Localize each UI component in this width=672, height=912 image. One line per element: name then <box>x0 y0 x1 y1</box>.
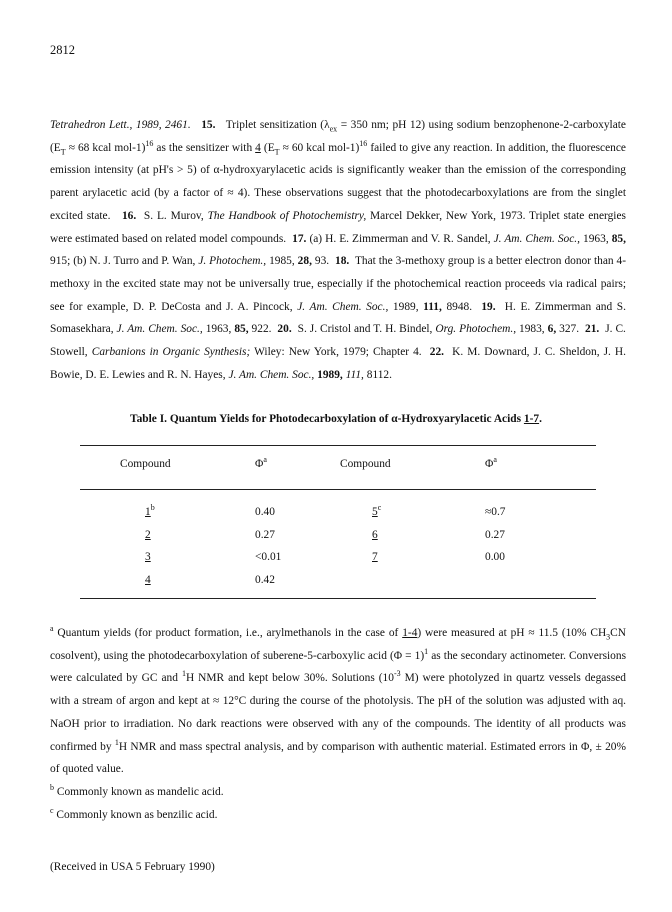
ref-number-17: 17. <box>292 232 307 245</box>
table-footnotes <box>50 622 626 826</box>
ref-number-16: 16. <box>121 209 137 222</box>
ref-number-20: 20. <box>277 323 292 336</box>
table-cell-compound: 3 <box>145 551 151 563</box>
ref-number-19: 19. <box>481 300 496 313</box>
table-cell-compound: 2 <box>145 529 151 541</box>
ref-number-21: 21. <box>585 323 600 336</box>
table-cell-value: 0.27 <box>485 529 505 541</box>
column-header-compound: Compound <box>120 458 171 470</box>
footnote-a: $^a$ Quantum yields (for product formation, i.e., arylmethanols in the case of 1-4) were measured at pH ≈ 11.5 (10% $CH_3CN$ cosolvent), using the photodecarboxylation of suberene-5-carboxylic acid (Φ = 1)$^1$ as the secondary actinometer. Conversions were calculated by GC and $^1$H NMR and kept below 30%. Solutions ($10^{-3}$ M) were photolyzed in quartz vessels degassed with a stream of argon and kept at ≈ 12°C during the course of the photolysis. The pH of the solution was adjusted with aq. NaOH prior to irradiation. No dark reactions were observed with any of the compounds. The identity of all products was confirmed by $^1$H NMR and mass spectral analysis, and by comparison with authentic material. Estimated errors in Φ, ± 20% of quoted value. <box>50 624 626 776</box>
references-paragraph: Tetrahedron Lett., 1989, 2461. 15. Triplet sensitization ($\lambda_{ex} = 350$ nm; pH 12) using sodium benzophenone-2-carboxylate ($E_T \approx 68$ kcal mol-1)$^{16}$ as the sensitizer with 4 ($E_T \approx 60$ kcal mol-1)$^{16}$ failed to give any reaction. In addition, the fluorescence emission intensity (at pH's > 5) of α-hydroxyarylacetic acids is significantly weaker than the emission of the corresponding parent arylacetic acid (by a factor of ≈ 4). These observations suggest that the photodecarboxylations are from the singlet excited state. 16. S. L. Murov, The Handbook of Photochemistry, Marcel Dekker, New York, 1973. Triplet state energies were estimated based on related model compounds. 17. (a) H. E. Zimmerman and V. R. Sandel, J. Am. Chem. Soc., 1963, 85, 915; (b) N. J. Turro and P. Wan, J. Photochem., 1985, 28, 93. 18. That the 3-methoxy group is a better electron donor than 4-methoxy in the excited state may not be universally true, especially if the photochemical reaction proceeds via radical pairs; see for example, D. P. DeCosta and J. A. Pincock, J. Am. Chem. Soc., 1989, 111, 8948. 19. H. E. Zimmerman and S. Somasekhara, J. Am. Chem. Soc., 1963, 85, 922. 20. S. J. Cristol and T. H. Bindel, Org. Photochem., 1983, 6, 327. 21. J. C. Stowell, Carbanions in Organic Synthesis; Wiley: New York, 1979; Chapter 4. 22. K. M. Downard, J. C. Sheldon, J. H. Bowie, D. E. Lewies and R. N. Hayes, J. Am. Chem. Soc., 1989, 111, 8112. <box>50 119 626 381</box>
footnote-b: $^b$ Commonly known as mandelic acid. <box>50 783 224 798</box>
table-top-rule <box>80 445 596 446</box>
table-caption: Table I. Quantum Yields for Photodecarboxylation of α-Hydroxyarylacetic Acids 1-7. <box>130 413 542 425</box>
table-header-rule <box>80 489 596 490</box>
table-cell-compound: 1$^b$ <box>145 503 155 518</box>
table-cell-compound: 4 <box>145 574 151 586</box>
table-cell-value: ≈0.7 <box>485 506 506 518</box>
compound-ref: 4 <box>255 141 261 154</box>
table-cell-value: 0.40 <box>255 506 275 518</box>
table-cell-compound: 6 <box>372 529 378 541</box>
table-cell-value: 0.27 <box>255 529 275 541</box>
ref-number-15: 15. <box>201 119 216 131</box>
table-cell-compound: 5$^c$ <box>372 503 382 518</box>
page-number: 2812 <box>50 43 75 57</box>
table-cell-value: 0.42 <box>255 574 275 586</box>
journal-ref: Tetrahedron Lett., 1989, 2461. <box>50 119 191 131</box>
table-cell-value: 0.00 <box>485 551 505 563</box>
footnote-c: $^c$ Commonly known as benzilic acid. <box>50 805 218 821</box>
table-cell-value: <0.01 <box>255 551 282 563</box>
column-header-phi: $\Phi^a$ <box>255 455 267 470</box>
table-bottom-rule <box>80 598 596 599</box>
table-cell-compound: 7 <box>372 551 378 563</box>
received-date: (Received in USA 5 February 1990) <box>50 861 215 873</box>
ref-number-22: 22. <box>429 346 444 359</box>
column-header-phi-2: $\Phi^a$ <box>485 455 497 470</box>
column-header-compound-2: Compound <box>340 458 391 470</box>
ref-number-18: 18. <box>335 255 350 268</box>
